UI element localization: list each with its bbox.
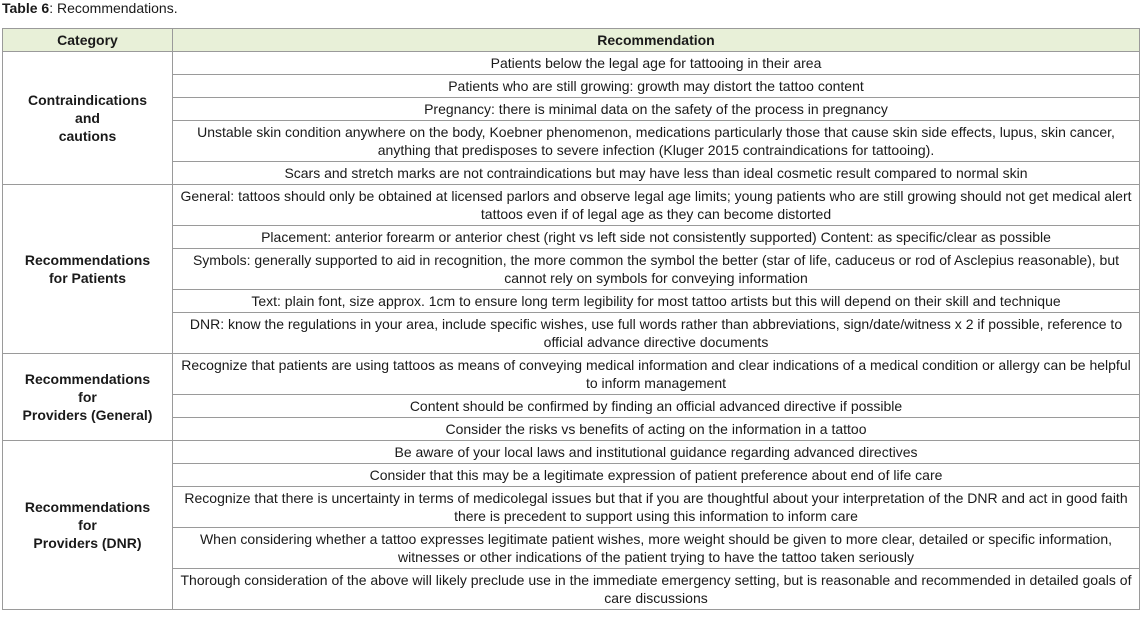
table-caption-text: : Recommendations. xyxy=(49,0,178,16)
category-cell-providers-dnr xyxy=(3,441,173,610)
category-line: and xyxy=(75,110,100,126)
recommendation-cell: Recognize that there is uncertainty in terms of medicolegal issues but that if you are thoughtful about your interpretation of the DNR and act in good faith there is precedent to support using this information to inform care xyxy=(173,487,1140,528)
table-row xyxy=(3,290,1140,313)
table-row xyxy=(3,569,1140,610)
category-cell-patients xyxy=(3,185,173,354)
category-line: Recommendations xyxy=(24,252,151,268)
recommendation-cell: Patients who are still growing: growth may distort the tattoo content xyxy=(173,75,1140,98)
category-line: Providers (DNR) xyxy=(33,535,142,551)
table-row xyxy=(3,75,1140,98)
table-row xyxy=(3,52,1140,75)
recommendation-cell: When considering whether a tattoo expresses legitimate patient wishes, more weight should be given to more clear, detailed or specific information, witnesses or other indications of the patient trying to have the tattoo taken seriously xyxy=(173,528,1140,569)
recommendation-cell: Consider the risks vs benefits of acting on the information in a tattoo xyxy=(173,418,1140,441)
table-row xyxy=(3,98,1140,121)
recommendation-cell: Placement: anterior forearm or anterior chest (right vs left side not consistently supported) Content: as specific/clear as possible xyxy=(173,226,1140,249)
category-line: cautions xyxy=(58,128,117,144)
table-row xyxy=(3,354,1140,395)
recommendation-cell: Consider that this may be a legitimate expression of patient preference about end of life care xyxy=(173,464,1140,487)
category-cell-providers-general xyxy=(3,354,173,441)
table-row xyxy=(3,121,1140,162)
category-line: for Patients xyxy=(48,270,126,286)
header-category: Category xyxy=(3,29,173,52)
recommendation-cell: Symbols: generally supported to aid in recognition, the more common the symbol the better (star of life, caduceus or rod of Asclepius reasonable), but cannot rely on symbols for conveying information xyxy=(173,249,1140,290)
table-row xyxy=(3,249,1140,290)
table-header-row xyxy=(3,29,1140,52)
recommendation-cell: DNR: know the regulations in your area, include specific wishes, use full words rather than abbreviations, sign/date/witness x 2 if possible, reference to official advance directive documents xyxy=(173,313,1140,354)
table-row xyxy=(3,441,1140,464)
table-caption-label: Table 6 xyxy=(2,0,50,16)
category-line: Recommendations xyxy=(24,499,151,515)
table-caption xyxy=(2,0,178,16)
table-row xyxy=(3,313,1140,354)
header-recommendation: Recommendation xyxy=(173,29,1140,52)
category-line: Providers (General) xyxy=(22,407,153,423)
table-row xyxy=(3,418,1140,441)
recommendation-cell: Recognize that patients are using tattoos as means of conveying medical information and clear indications of a medical condition or allergy can be helpful to inform management xyxy=(173,354,1140,395)
recommendation-cell: Be aware of your local laws and institutional guidance regarding advanced directives xyxy=(173,441,1140,464)
table-row xyxy=(3,464,1140,487)
category-line: for xyxy=(78,389,97,405)
category-line: for xyxy=(78,517,97,533)
recommendation-cell: General: tattoos should only be obtained at licensed parlors and observe legal age limits; young patients who are still growing should not get medical alert tattoos even if of legal age as they can become distorted xyxy=(173,185,1140,226)
table-row xyxy=(3,487,1140,528)
recommendation-cell: Thorough consideration of the above will likely preclude use in the immediate emergency setting, but is reasonable and recommended in detailed goals of care discussions xyxy=(173,569,1140,610)
recommendation-cell: Scars and stretch marks are not contraindications but may have less than ideal cosmetic result compared to normal skin xyxy=(173,162,1140,185)
recommendations-table xyxy=(2,28,1140,610)
recommendation-cell: Unstable skin condition anywhere on the body, Koebner phenomenon, medications particularly those that cause skin side effects, lupus, skin cancer, anything that predisposes to severe infection (Kluger 2015 contraindications for tattooing). xyxy=(173,121,1140,162)
table-row xyxy=(3,226,1140,249)
recommendation-cell: Pregnancy: there is minimal data on the safety of the process in pregnancy xyxy=(173,98,1140,121)
category-cell-contraindications xyxy=(3,52,173,185)
recommendation-cell: Text: plain font, size approx. 1cm to ensure long term legibility for most tattoo artists but this will depend on their skill and technique xyxy=(173,290,1140,313)
table-row xyxy=(3,185,1140,226)
category-line: Contraindications xyxy=(27,92,147,108)
recommendation-cell: Patients below the legal age for tattooing in their area xyxy=(173,52,1140,75)
recommendation-cell: Content should be confirmed by finding an official advanced directive if possible xyxy=(173,395,1140,418)
category-line: Recommendations xyxy=(24,371,151,387)
table-row xyxy=(3,528,1140,569)
table-row xyxy=(3,395,1140,418)
table-row xyxy=(3,162,1140,185)
